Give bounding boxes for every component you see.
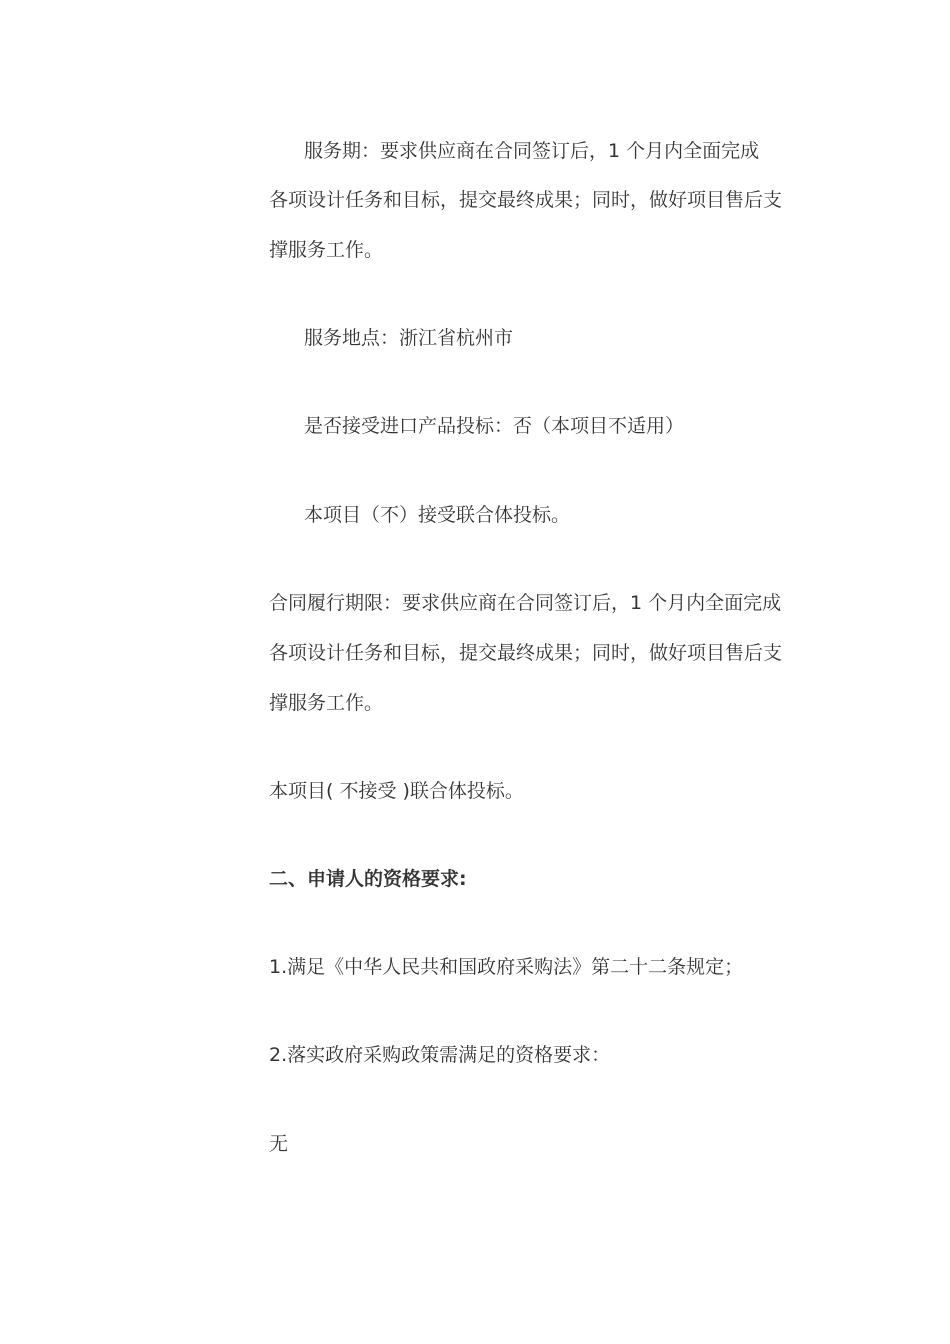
service-period-line-3: 撑服务工作。 (269, 239, 384, 261)
section-heading: 二、申请人的资格要求: (269, 868, 467, 890)
contract-period-line-3: 撑服务工作。 (269, 692, 384, 714)
requirement-2: 2.落实政府采购政策需满足的资格要求： (269, 1044, 611, 1066)
requirement-1: 1.满足《中华人民共和国政府采购法》第二十二条规定； (269, 956, 744, 978)
contract-period-line-1: 合同履行期限：要求供应商在合同签订后，1 个月内全面完成 (269, 592, 782, 614)
consortium-notice-1: 本项目（不）接受联合体投标。 (304, 504, 571, 526)
import-products-statement: 是否接受进口产品投标：否（本项目不适用） (304, 415, 685, 437)
contract-period-line-2: 各项设计任务和目标，提交最终成果；同时，做好项目售后支 (269, 642, 783, 664)
service-location: 服务地点：浙江省杭州市 (304, 327, 514, 349)
requirement-2-value: 无 (269, 1133, 289, 1155)
service-period-line-1: 服务期：要求供应商在合同签订后，1 个月内全面完成 (304, 140, 760, 162)
consortium-notice-2: 本项目( 不接受 )联合体投标。 (269, 780, 524, 802)
service-period-line-2: 各项设计任务和目标，提交最终成果；同时，做好项目售后支 (269, 189, 783, 211)
